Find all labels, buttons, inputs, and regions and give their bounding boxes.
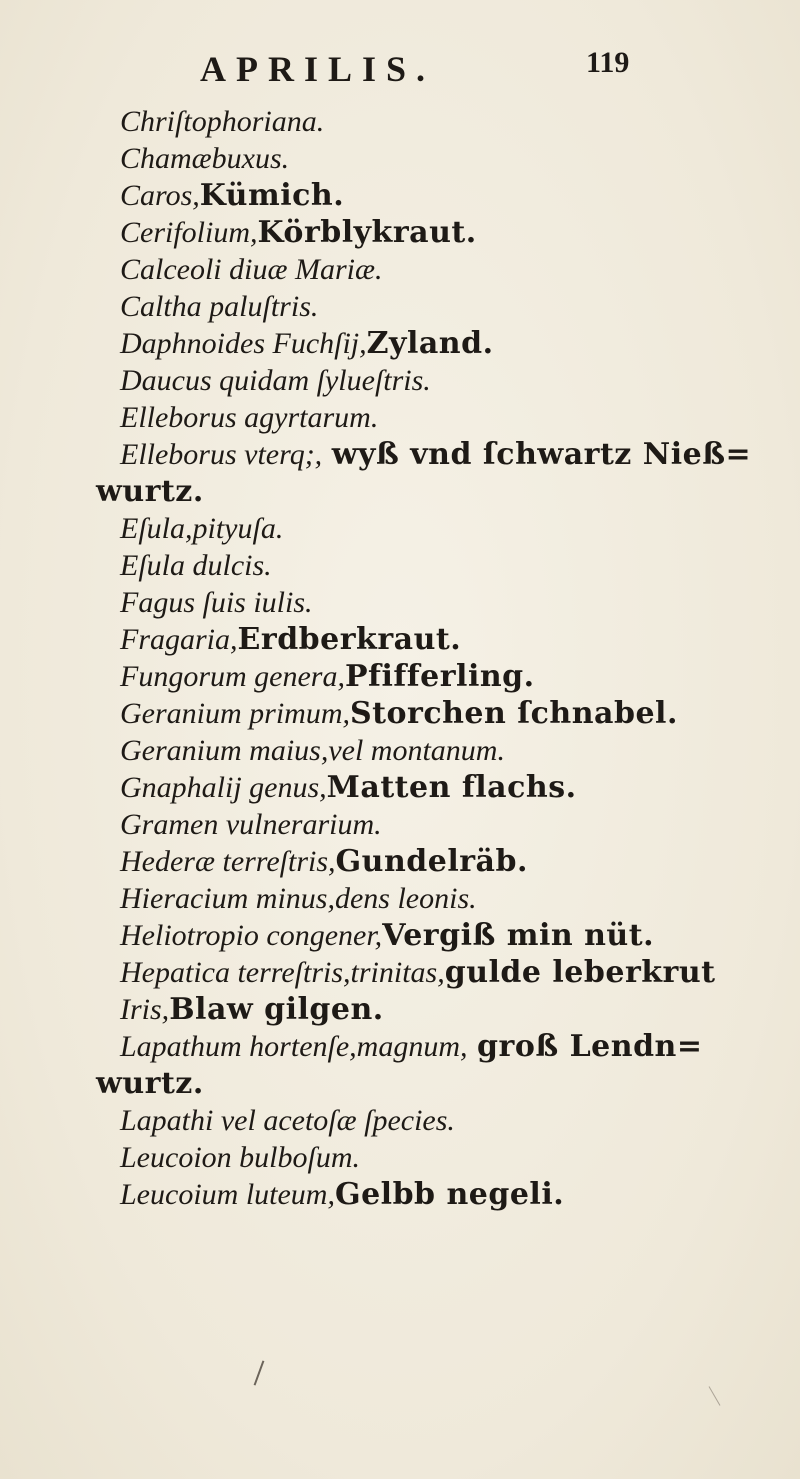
list-line: Chriſtophoriana. bbox=[120, 105, 325, 138]
list-line: Fagus ſuis iulis. bbox=[120, 586, 313, 619]
paper-speck bbox=[709, 1386, 721, 1406]
list-line: Leucoion bulboſum. bbox=[120, 1141, 360, 1174]
running-head: APRILIS. bbox=[200, 49, 436, 89]
list-line: Hepatica terreſtris,trinitas,gulde leberkrut bbox=[120, 955, 716, 990]
list-line: Lapathum hortenſe,magnum, groß Lendn= bbox=[120, 1029, 703, 1064]
list-line: wurtz. bbox=[96, 1066, 204, 1101]
list-line: Caros,Kümich. bbox=[120, 178, 345, 213]
list-line: Fungorum genera,Pfifferling. bbox=[120, 659, 535, 694]
paper-speck bbox=[254, 1360, 265, 1385]
list-line: Leucoium luteum,Gelbb negeli. bbox=[120, 1177, 565, 1212]
list-line: Calceoli diuæ Mariæ. bbox=[120, 253, 383, 286]
list-line: wurtz. bbox=[96, 474, 204, 509]
list-line: Elleborus agyrtarum. bbox=[120, 401, 379, 434]
list-line: Iris,Blaw gilgen. bbox=[120, 992, 384, 1027]
list-line: Hederæ terreſtris,Gundelräb. bbox=[120, 844, 528, 879]
list-line: Gramen vulnerarium. bbox=[120, 808, 382, 841]
list-line: Daucus quidam ſylueſtris. bbox=[120, 364, 431, 397]
list-line: Cerifolium,Körblykraut. bbox=[120, 215, 477, 250]
list-line: Geranium primum,Storchen ſchnabel. bbox=[120, 696, 678, 731]
list-line: Eſula,pityuſa. bbox=[120, 512, 284, 545]
list-line: Hieracium minus,dens leonis. bbox=[120, 882, 477, 915]
list-line: Lapathi vel acetoſæ ſpecies. bbox=[120, 1104, 455, 1137]
list-line: Daphnoides Fuchſij,Zyland. bbox=[120, 326, 494, 361]
page-number: 119 bbox=[586, 46, 630, 79]
list-line: Gnaphalij genus,Matten flachs. bbox=[120, 770, 577, 805]
list-line: Geranium maius,vel montanum. bbox=[120, 734, 505, 767]
list-line: Heliotropio congener,Vergiß min nüt. bbox=[120, 918, 655, 953]
list-line: Elleborus vterq;, wyß vnd ſchwartz Nieß= bbox=[120, 437, 752, 472]
list-line: Fragaria,Erdberkraut. bbox=[120, 622, 462, 657]
list-line: Caltha paluſtris. bbox=[120, 290, 319, 323]
list-line: Chamæbuxus. bbox=[120, 142, 290, 175]
list-line: Eſula dulcis. bbox=[120, 549, 272, 582]
